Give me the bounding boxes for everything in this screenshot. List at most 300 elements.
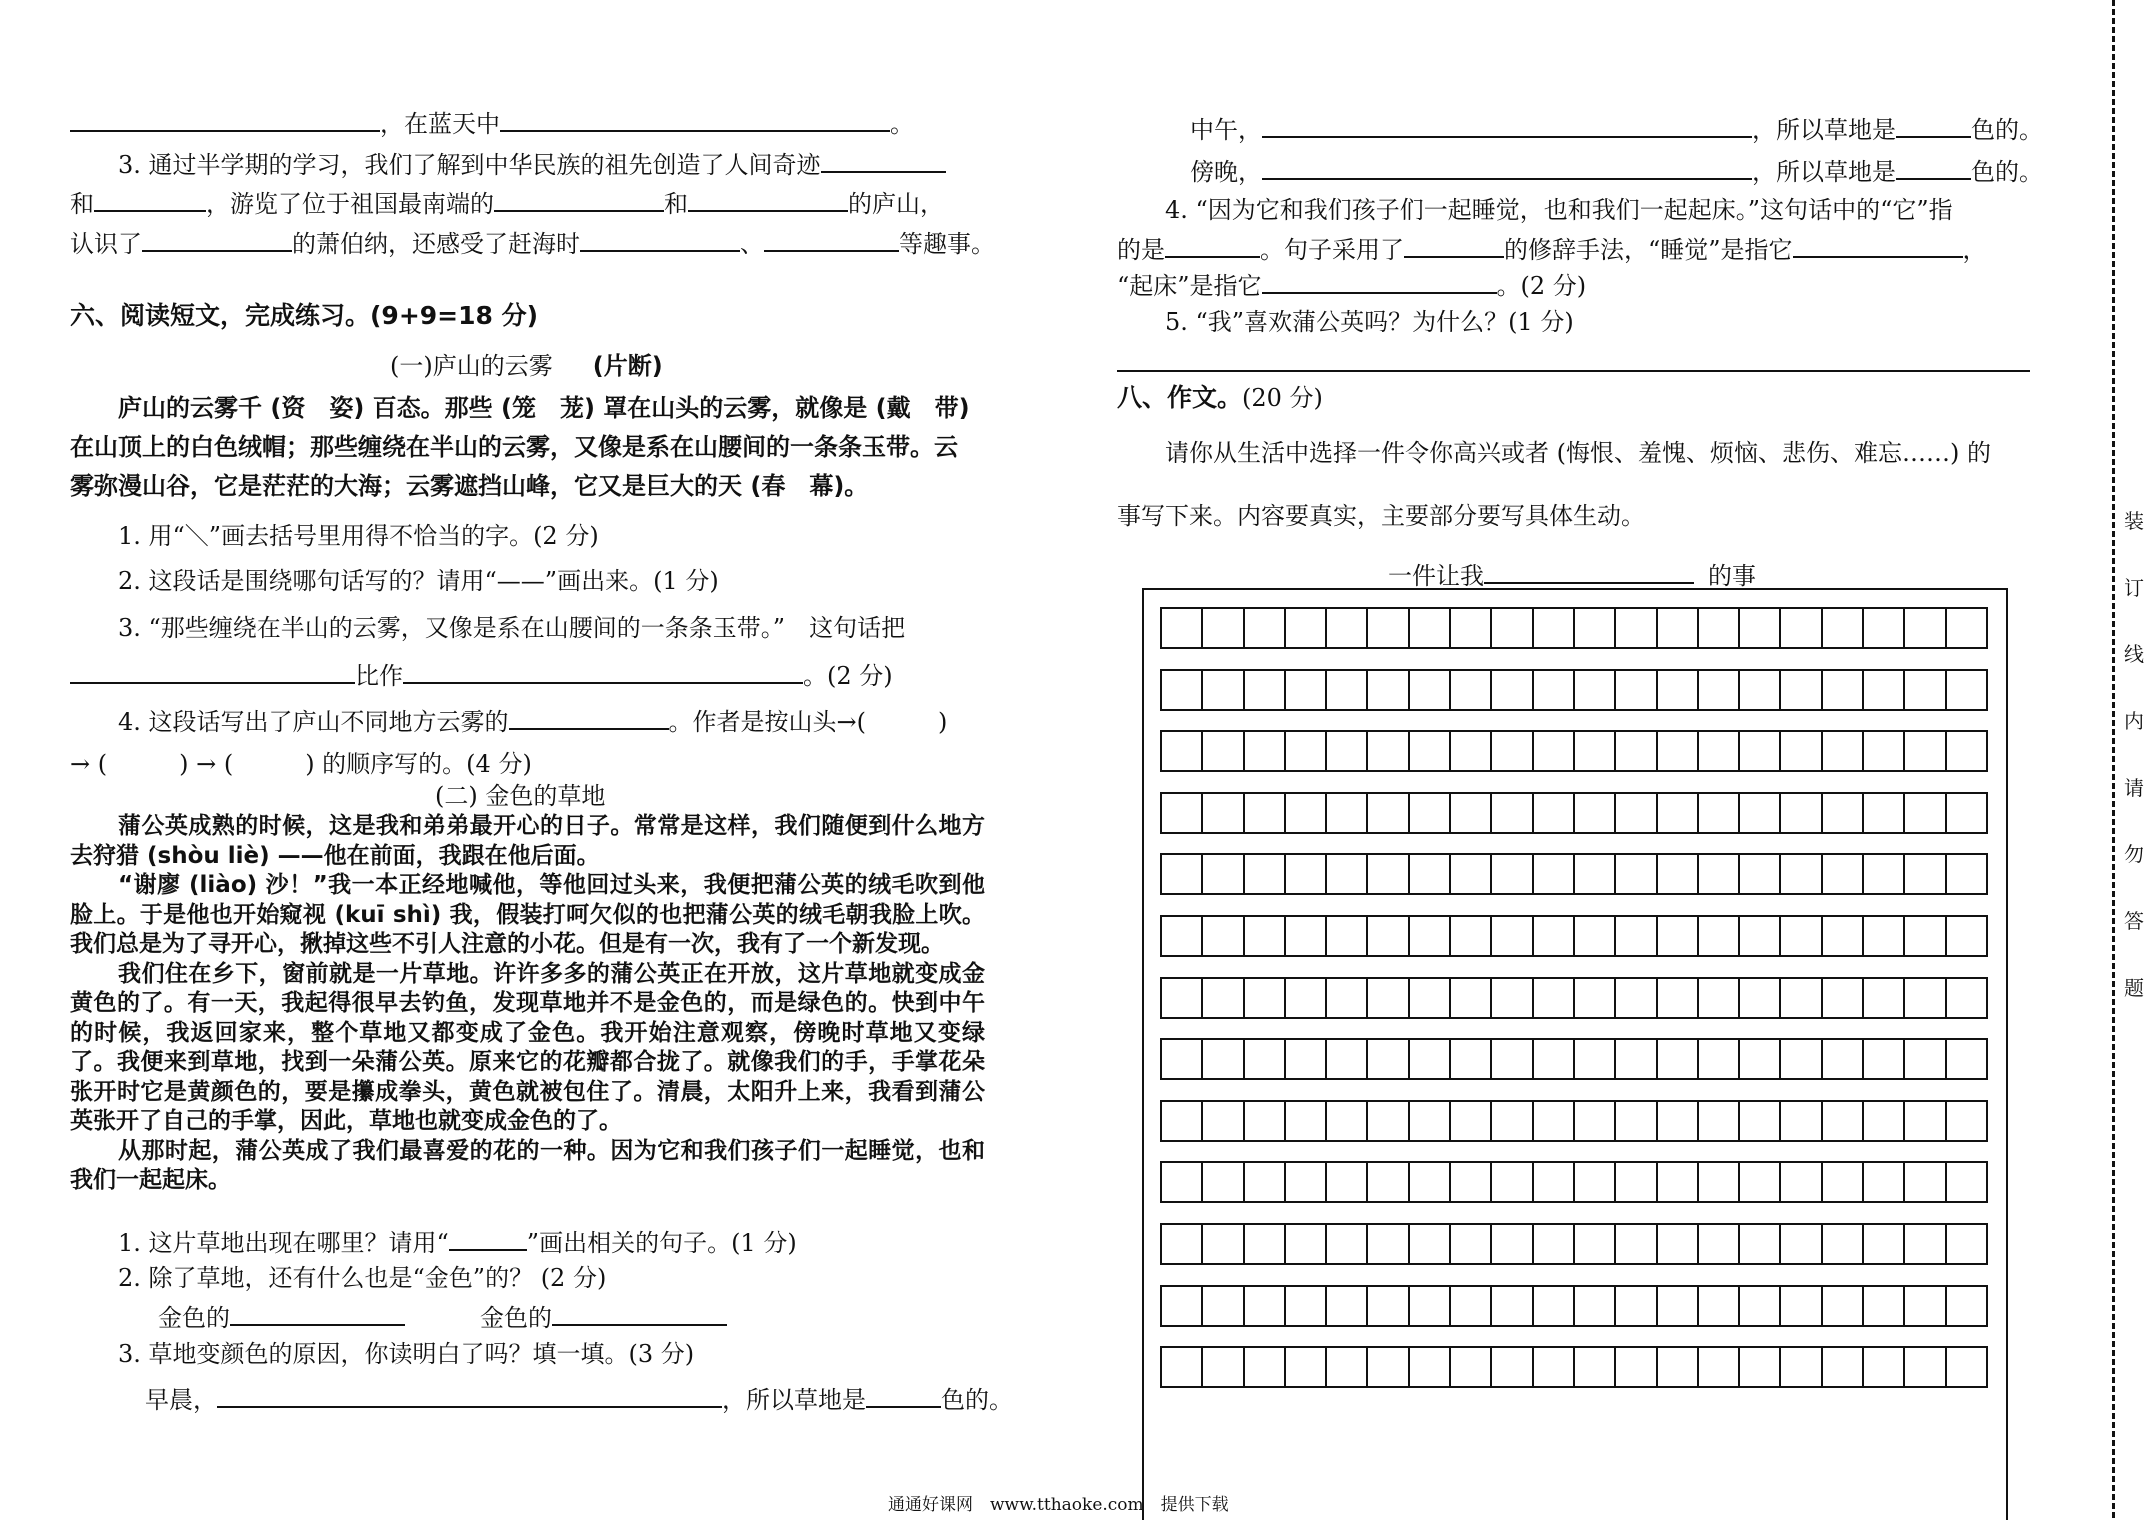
essay-grid-cell[interactable]	[1699, 1287, 1740, 1325]
essay-grid-cell[interactable]	[1245, 671, 1286, 709]
essay-grid-cell[interactable]	[1245, 1102, 1286, 1140]
essay-grid-row[interactable]	[1160, 1038, 1988, 1080]
essay-grid-row[interactable]	[1160, 1223, 1988, 1265]
essay-grid-cell[interactable]	[1616, 1225, 1657, 1263]
essay-grid-cell[interactable]	[1616, 1163, 1657, 1201]
essay-grid-cell[interactable]	[1327, 855, 1368, 893]
essay-grid-cell[interactable]	[1905, 1040, 1946, 1078]
essay-grid-cell[interactable]	[1162, 609, 1203, 647]
essay-grid-cell[interactable]	[1699, 732, 1740, 770]
essay-grid-cell[interactable]	[1658, 1287, 1699, 1325]
essay-grid-cell[interactable]	[1864, 671, 1905, 709]
essay-grid-cell[interactable]	[1492, 794, 1533, 832]
essay-grid-cell[interactable]	[1534, 1287, 1575, 1325]
essay-grid-cell[interactable]	[1162, 1287, 1203, 1325]
essay-grid-cell[interactable]	[1905, 855, 1946, 893]
essay-grid-cell[interactable]	[1740, 732, 1781, 770]
essay-grid-cell[interactable]	[1658, 1102, 1699, 1140]
essay-grid-cell[interactable]	[1245, 609, 1286, 647]
essay-grid-cell[interactable]	[1327, 1163, 1368, 1201]
essay-grid-cell[interactable]	[1699, 917, 1740, 955]
essay-grid-cell[interactable]	[1245, 1287, 1286, 1325]
essay-grid-cell[interactable]	[1245, 1225, 1286, 1263]
blank[interactable]	[580, 226, 740, 252]
blank[interactable]	[764, 226, 899, 252]
essay-grid-cell[interactable]	[1368, 1287, 1409, 1325]
essay-grid-row[interactable]	[1160, 607, 1988, 649]
essay-grid-cell[interactable]	[1947, 979, 1986, 1017]
essay-grid-cell[interactable]	[1740, 794, 1781, 832]
essay-grid-cell[interactable]	[1286, 1102, 1327, 1140]
essay-grid-cell[interactable]	[1203, 855, 1244, 893]
essay-grid-cell[interactable]	[1947, 732, 1986, 770]
essay-grid-cell[interactable]	[1203, 794, 1244, 832]
essay-grid-cell[interactable]	[1947, 1102, 1986, 1140]
essay-grid-cell[interactable]	[1492, 855, 1533, 893]
essay-grid-cell[interactable]	[1864, 609, 1905, 647]
essay-grid-cell[interactable]	[1823, 1040, 1864, 1078]
essay-grid-cell[interactable]	[1451, 794, 1492, 832]
essay-grid-cell[interactable]	[1368, 1040, 1409, 1078]
essay-grid-cell[interactable]	[1286, 1287, 1327, 1325]
essay-grid-cell[interactable]	[1286, 1348, 1327, 1386]
essay-grid-cell[interactable]	[1699, 855, 1740, 893]
essay-grid-cell[interactable]	[1905, 1348, 1946, 1386]
essay-grid-cell[interactable]	[1616, 1287, 1657, 1325]
essay-grid-cell[interactable]	[1162, 794, 1203, 832]
essay-grid-cell[interactable]	[1947, 794, 1986, 832]
essay-grid-cell[interactable]	[1740, 1348, 1781, 1386]
essay-grid-cell[interactable]	[1823, 1102, 1864, 1140]
essay-grid-cell[interactable]	[1245, 917, 1286, 955]
essay-grid-cell[interactable]	[1616, 917, 1657, 955]
blank[interactable]	[1165, 232, 1260, 258]
essay-grid-cell[interactable]	[1864, 855, 1905, 893]
essay-grid-cell[interactable]	[1451, 1163, 1492, 1201]
essay-grid-cell[interactable]	[1327, 979, 1368, 1017]
essay-grid-cell[interactable]	[1534, 1225, 1575, 1263]
essay-grid-cell[interactable]	[1658, 917, 1699, 955]
essay-grid-cell[interactable]	[1534, 1102, 1575, 1140]
essay-grid-cell[interactable]	[1534, 1040, 1575, 1078]
essay-grid-cell[interactable]	[1781, 1040, 1822, 1078]
essay-grid-cell[interactable]	[1864, 1102, 1905, 1140]
essay-grid-cell[interactable]	[1162, 1040, 1203, 1078]
essay-grid-cell[interactable]	[1864, 917, 1905, 955]
essay-grid-cell[interactable]	[1740, 671, 1781, 709]
essay-grid-cell[interactable]	[1658, 1225, 1699, 1263]
blank[interactable]	[821, 147, 946, 173]
essay-grid-cell[interactable]	[1781, 917, 1822, 955]
essay-grid-cell[interactable]	[1740, 1102, 1781, 1140]
blank[interactable]	[1262, 268, 1497, 294]
essay-grid-cell[interactable]	[1410, 794, 1451, 832]
essay-grid-cell[interactable]	[1658, 732, 1699, 770]
essay-grid-cell[interactable]	[1864, 1225, 1905, 1263]
essay-grid-cell[interactable]	[1410, 1287, 1451, 1325]
essay-grid-cell[interactable]	[1286, 732, 1327, 770]
essay-grid-cell[interactable]	[1575, 1163, 1616, 1201]
essay-grid-cell[interactable]	[1410, 1163, 1451, 1201]
blank[interactable]	[688, 186, 848, 212]
essay-grid-cell[interactable]	[1245, 979, 1286, 1017]
essay-grid-cell[interactable]	[1534, 917, 1575, 955]
blank[interactable]	[1262, 112, 1752, 138]
essay-grid-cell[interactable]	[1575, 855, 1616, 893]
essay-grid-cell[interactable]	[1451, 1040, 1492, 1078]
essay-grid-cell[interactable]	[1823, 794, 1864, 832]
blank[interactable]	[94, 186, 206, 212]
essay-grid-cell[interactable]	[1740, 1163, 1781, 1201]
blank[interactable]	[1896, 112, 1971, 138]
essay-grid-cell[interactable]	[1781, 855, 1822, 893]
essay-grid-cell[interactable]	[1575, 794, 1616, 832]
essay-grid-cell[interactable]	[1740, 855, 1781, 893]
essay-grid-cell[interactable]	[1781, 609, 1822, 647]
essay-grid-cell[interactable]	[1286, 1040, 1327, 1078]
essay-grid-cell[interactable]	[1740, 917, 1781, 955]
essay-grid-cell[interactable]	[1658, 1040, 1699, 1078]
essay-grid-cell[interactable]	[1699, 979, 1740, 1017]
essay-grid-cell[interactable]	[1947, 1348, 1986, 1386]
essay-grid-cell[interactable]	[1781, 1102, 1822, 1140]
essay-grid-cell[interactable]	[1410, 1102, 1451, 1140]
blank[interactable]	[1262, 154, 1752, 180]
essay-grid-cell[interactable]	[1327, 1102, 1368, 1140]
essay-grid-cell[interactable]	[1823, 1348, 1864, 1386]
essay-grid-cell[interactable]	[1245, 1163, 1286, 1201]
essay-grid-cell[interactable]	[1368, 855, 1409, 893]
essay-grid-cell[interactable]	[1699, 1225, 1740, 1263]
essay-grid-row[interactable]	[1160, 977, 1988, 1019]
essay-title-blank[interactable]	[1484, 558, 1694, 584]
essay-grid-cell[interactable]	[1905, 671, 1946, 709]
essay-grid-cell[interactable]	[1947, 917, 1986, 955]
essay-grid-row[interactable]	[1160, 853, 1988, 895]
essay-grid-cell[interactable]	[1492, 732, 1533, 770]
essay-grid-row[interactable]	[1160, 1161, 1988, 1203]
essay-grid-cell[interactable]	[1781, 1348, 1822, 1386]
essay-grid-cell[interactable]	[1823, 1225, 1864, 1263]
essay-grid-cell[interactable]	[1451, 1225, 1492, 1263]
essay-grid-cell[interactable]	[1286, 1225, 1327, 1263]
essay-grid-cell[interactable]	[1658, 979, 1699, 1017]
essay-grid-cell[interactable]	[1451, 917, 1492, 955]
essay-grid-cell[interactable]	[1368, 917, 1409, 955]
essay-grid-cell[interactable]	[1492, 1287, 1533, 1325]
essay-grid-cell[interactable]	[1203, 917, 1244, 955]
essay-grid-cell[interactable]	[1658, 1163, 1699, 1201]
essay-grid-cell[interactable]	[1203, 979, 1244, 1017]
essay-grid-cell[interactable]	[1368, 732, 1409, 770]
essay-grid-cell[interactable]	[1203, 1040, 1244, 1078]
blank[interactable]	[230, 1300, 405, 1326]
essay-grid-cell[interactable]	[1905, 979, 1946, 1017]
essay-grid-cell[interactable]	[1699, 609, 1740, 647]
essay-grid-row[interactable]	[1160, 1100, 1988, 1142]
essay-grid-cell[interactable]	[1905, 609, 1946, 647]
essay-grid-cell[interactable]	[1616, 979, 1657, 1017]
essay-grid-cell[interactable]	[1616, 732, 1657, 770]
essay-grid-cell[interactable]	[1203, 1225, 1244, 1263]
blank[interactable]	[1404, 232, 1504, 258]
essay-grid-cell[interactable]	[1286, 794, 1327, 832]
essay-grid-cell[interactable]	[1368, 1348, 1409, 1386]
essay-grid-cell[interactable]	[1327, 917, 1368, 955]
essay-grid-cell[interactable]	[1616, 671, 1657, 709]
blank[interactable]	[1896, 154, 1971, 180]
essay-grid-cell[interactable]	[1699, 1348, 1740, 1386]
essay-grid-cell[interactable]	[1451, 855, 1492, 893]
essay-grid-row[interactable]	[1160, 1346, 1988, 1388]
essay-grid-cell[interactable]	[1245, 1040, 1286, 1078]
essay-grid-cell[interactable]	[1575, 1040, 1616, 1078]
essay-grid-cell[interactable]	[1823, 1163, 1864, 1201]
essay-grid-cell[interactable]	[1410, 917, 1451, 955]
essay-grid-cell[interactable]	[1451, 732, 1492, 770]
essay-grid-cell[interactable]	[1658, 794, 1699, 832]
essay-grid-cell[interactable]	[1575, 1225, 1616, 1263]
essay-grid-cell[interactable]	[1781, 1287, 1822, 1325]
q5: 5. “我”喜欢蒲公英吗？为什么？(1 分)	[1165, 308, 1574, 336]
essay-grid-cell[interactable]	[1575, 1287, 1616, 1325]
essay-grid-cell[interactable]	[1203, 609, 1244, 647]
essay-grid-row[interactable]	[1160, 669, 1988, 711]
essay-grid-cell[interactable]	[1162, 855, 1203, 893]
essay-grid-cell[interactable]	[1947, 671, 1986, 709]
essay-grid-cell[interactable]	[1286, 609, 1327, 647]
essay-grid-cell[interactable]	[1410, 1225, 1451, 1263]
essay-grid-cell[interactable]	[1492, 1102, 1533, 1140]
essay-grid-cell[interactable]	[1905, 732, 1946, 770]
essay-grid-cell[interactable]	[1616, 794, 1657, 832]
essay-grid-cell[interactable]	[1410, 732, 1451, 770]
essay-grid-cell[interactable]	[1864, 732, 1905, 770]
essay-grid-cell[interactable]	[1575, 1348, 1616, 1386]
essay-grid-cell[interactable]	[1699, 1163, 1740, 1201]
blank[interactable]	[494, 186, 664, 212]
essay-grid-cell[interactable]	[1616, 609, 1657, 647]
essay-grid-cell[interactable]	[1410, 979, 1451, 1017]
essay-grid-cell[interactable]	[1864, 1163, 1905, 1201]
essay-grid-cell[interactable]	[1245, 1348, 1286, 1386]
essay-grid-cell[interactable]	[1410, 1348, 1451, 1386]
essay-grid-cell[interactable]	[1245, 855, 1286, 893]
essay-grid-cell[interactable]	[1451, 1102, 1492, 1140]
essay-grid-cell[interactable]	[1245, 732, 1286, 770]
essay-grid-row[interactable]	[1160, 792, 1988, 834]
essay-grid-cell[interactable]	[1162, 1102, 1203, 1140]
essay-grid-cell[interactable]	[1781, 979, 1822, 1017]
essay-grid-cell[interactable]	[1823, 1287, 1864, 1325]
essay-grid-cell[interactable]	[1575, 671, 1616, 709]
essay-grid-cell[interactable]	[1781, 1163, 1822, 1201]
essay-grid-cell[interactable]	[1327, 732, 1368, 770]
essay-grid-cell[interactable]	[1492, 1348, 1533, 1386]
essay-grid-cell[interactable]	[1492, 1225, 1533, 1263]
essay-grid-cell[interactable]	[1368, 794, 1409, 832]
essay-grid-cell[interactable]	[1327, 1348, 1368, 1386]
essay-grid-cell[interactable]	[1905, 1287, 1946, 1325]
essay-grid-cell[interactable]	[1781, 671, 1822, 709]
essay-grid-cell[interactable]	[1203, 1287, 1244, 1325]
essay-grid-cell[interactable]	[1616, 855, 1657, 893]
essay-grid-cell[interactable]	[1245, 794, 1286, 832]
essay-grid-cell[interactable]	[1492, 917, 1533, 955]
blank[interactable]	[552, 1300, 727, 1326]
essay-grid-cell[interactable]	[1823, 671, 1864, 709]
essay-grid-row[interactable]	[1160, 1285, 1988, 1327]
essay-grid-cell[interactable]	[1368, 1225, 1409, 1263]
essay-grid-cell[interactable]	[1327, 1287, 1368, 1325]
essay-grid-cell[interactable]	[1658, 609, 1699, 647]
essay-grid-cell[interactable]	[1781, 732, 1822, 770]
essay-grid-cell[interactable]	[1575, 979, 1616, 1017]
essay-grid-cell[interactable]	[1658, 855, 1699, 893]
essay-grid-cell[interactable]	[1451, 671, 1492, 709]
essay-grid-cell[interactable]	[1823, 917, 1864, 955]
essay-grid-cell[interactable]	[1781, 794, 1822, 832]
essay-grid-cell[interactable]	[1864, 979, 1905, 1017]
blank[interactable]	[509, 704, 669, 730]
essay-grid-cell[interactable]	[1905, 917, 1946, 955]
blank[interactable]	[142, 226, 292, 252]
essay-grid-cell[interactable]	[1410, 1040, 1451, 1078]
essay-grid-cell[interactable]	[1534, 1163, 1575, 1201]
essay-grid-cell[interactable]	[1823, 732, 1864, 770]
essay-grid-cell[interactable]	[1162, 671, 1203, 709]
blank[interactable]	[403, 658, 803, 684]
essay-grid-cell[interactable]	[1740, 609, 1781, 647]
essay-grid-cell[interactable]	[1534, 794, 1575, 832]
essay-grid-cell[interactable]	[1781, 1225, 1822, 1263]
essay-grid-cell[interactable]	[1451, 979, 1492, 1017]
essay-grid-cell[interactable]	[1492, 1040, 1533, 1078]
essay-grid-cell[interactable]	[1410, 609, 1451, 647]
essay-grid-cell[interactable]	[1905, 1225, 1946, 1263]
essay-grid-cell[interactable]	[1162, 732, 1203, 770]
essay-grid-cell[interactable]	[1947, 609, 1986, 647]
blank[interactable]	[70, 658, 355, 684]
essay-grid-cell[interactable]	[1823, 979, 1864, 1017]
essay-grid-cell[interactable]	[1451, 1287, 1492, 1325]
essay-grid-row[interactable]	[1160, 730, 1988, 772]
essay-grid-cell[interactable]	[1823, 609, 1864, 647]
essay-grid-cell[interactable]	[1534, 609, 1575, 647]
essay-grid-cell[interactable]	[1451, 609, 1492, 647]
essay-grid-cell[interactable]	[1823, 855, 1864, 893]
essay-grid-cell[interactable]	[1699, 1102, 1740, 1140]
essay-grid-cell[interactable]	[1864, 1287, 1905, 1325]
essay-grid-cell[interactable]	[1451, 1348, 1492, 1386]
essay-grid-cell[interactable]	[1740, 1040, 1781, 1078]
essay-grid-cell[interactable]	[1203, 1102, 1244, 1140]
blank[interactable]	[217, 1382, 722, 1408]
essay-grid-cell[interactable]	[1203, 1348, 1244, 1386]
essay-grid-cell[interactable]	[1410, 671, 1451, 709]
essay-grid-cell[interactable]	[1616, 1040, 1657, 1078]
essay-grid-cell[interactable]	[1286, 671, 1327, 709]
essay-grid-cell[interactable]	[1492, 1163, 1533, 1201]
essay-grid-cell[interactable]	[1327, 1040, 1368, 1078]
essay-grid-cell[interactable]	[1864, 1348, 1905, 1386]
essay-grid-cell[interactable]	[1534, 732, 1575, 770]
essay-grid-cell[interactable]	[1368, 979, 1409, 1017]
essay-grid-cell[interactable]	[1575, 1102, 1616, 1140]
essay-grid-cell[interactable]	[1658, 1348, 1699, 1386]
essay-grid-cell[interactable]	[1534, 979, 1575, 1017]
blank[interactable]	[449, 1225, 527, 1251]
essay-grid-cell[interactable]	[1327, 671, 1368, 709]
essay-grid-cell[interactable]	[1368, 609, 1409, 647]
essay-grid-cell[interactable]	[1947, 1163, 1986, 1201]
essay-grid-cell[interactable]	[1368, 671, 1409, 709]
essay-grid-cell[interactable]	[1162, 917, 1203, 955]
essay-grid-cell[interactable]	[1864, 1040, 1905, 1078]
essay-grid-cell[interactable]	[1327, 1225, 1368, 1263]
essay-grid-cell[interactable]	[1327, 609, 1368, 647]
essay-grid-cell[interactable]	[1534, 671, 1575, 709]
essay-grid-cell[interactable]	[1616, 1102, 1657, 1140]
essay-grid-cell[interactable]	[1864, 794, 1905, 832]
essay-grid-cell[interactable]	[1534, 855, 1575, 893]
essay-grid-cell[interactable]	[1368, 1102, 1409, 1140]
essay-grid-cell[interactable]	[1699, 794, 1740, 832]
essay-grid-cell[interactable]	[1286, 855, 1327, 893]
essay-grid-cell[interactable]	[1162, 979, 1203, 1017]
essay-grid-cell[interactable]	[1947, 855, 1986, 893]
essay-grid-row[interactable]	[1160, 915, 1988, 957]
essay-grid-cell[interactable]	[1947, 1040, 1986, 1078]
essay-grid-cell[interactable]	[1203, 732, 1244, 770]
blank[interactable]	[866, 1382, 941, 1408]
blank[interactable]	[500, 106, 890, 132]
essay-grid-cell[interactable]	[1410, 855, 1451, 893]
essay-grid-cell[interactable]	[1203, 671, 1244, 709]
essay-grid-cell[interactable]	[1286, 1163, 1327, 1201]
blank[interactable]	[70, 106, 380, 132]
essay-grid-cell[interactable]	[1162, 1163, 1203, 1201]
essay-grid-cell[interactable]	[1699, 671, 1740, 709]
essay-grid-cell[interactable]	[1575, 732, 1616, 770]
essay-grid-cell[interactable]	[1575, 917, 1616, 955]
essay-grid-cell[interactable]	[1492, 979, 1533, 1017]
essay-grid-cell[interactable]	[1492, 609, 1533, 647]
essay-grid-cell[interactable]	[1327, 794, 1368, 832]
essay-grid-cell[interactable]	[1203, 1163, 1244, 1201]
essay-grid-cell[interactable]	[1699, 1040, 1740, 1078]
essay-grid-cell[interactable]	[1162, 1225, 1203, 1263]
essay-grid-cell[interactable]	[1534, 1348, 1575, 1386]
essay-grid-cell[interactable]	[1616, 1348, 1657, 1386]
essay-grid-cell[interactable]	[1286, 917, 1327, 955]
essay-grid-cell[interactable]	[1492, 671, 1533, 709]
essay-grid-cell[interactable]	[1905, 1102, 1946, 1140]
essay-grid-cell[interactable]	[1162, 1348, 1203, 1386]
essay-grid-cell[interactable]	[1740, 1287, 1781, 1325]
essay-grid-cell[interactable]	[1947, 1287, 1986, 1325]
blank[interactable]	[1793, 232, 1963, 258]
essay-grid-cell[interactable]	[1658, 671, 1699, 709]
essay-grid-cell[interactable]	[1947, 1225, 1986, 1263]
essay-grid-cell[interactable]	[1575, 609, 1616, 647]
essay-grid-cell[interactable]	[1740, 1225, 1781, 1263]
essay-grid-cell[interactable]	[1905, 1163, 1946, 1201]
essay-grid-cell[interactable]	[1286, 979, 1327, 1017]
essay-grid-cell[interactable]	[1740, 979, 1781, 1017]
essay-grid-cell[interactable]	[1368, 1163, 1409, 1201]
essay-grid-cell[interactable]	[1905, 794, 1946, 832]
